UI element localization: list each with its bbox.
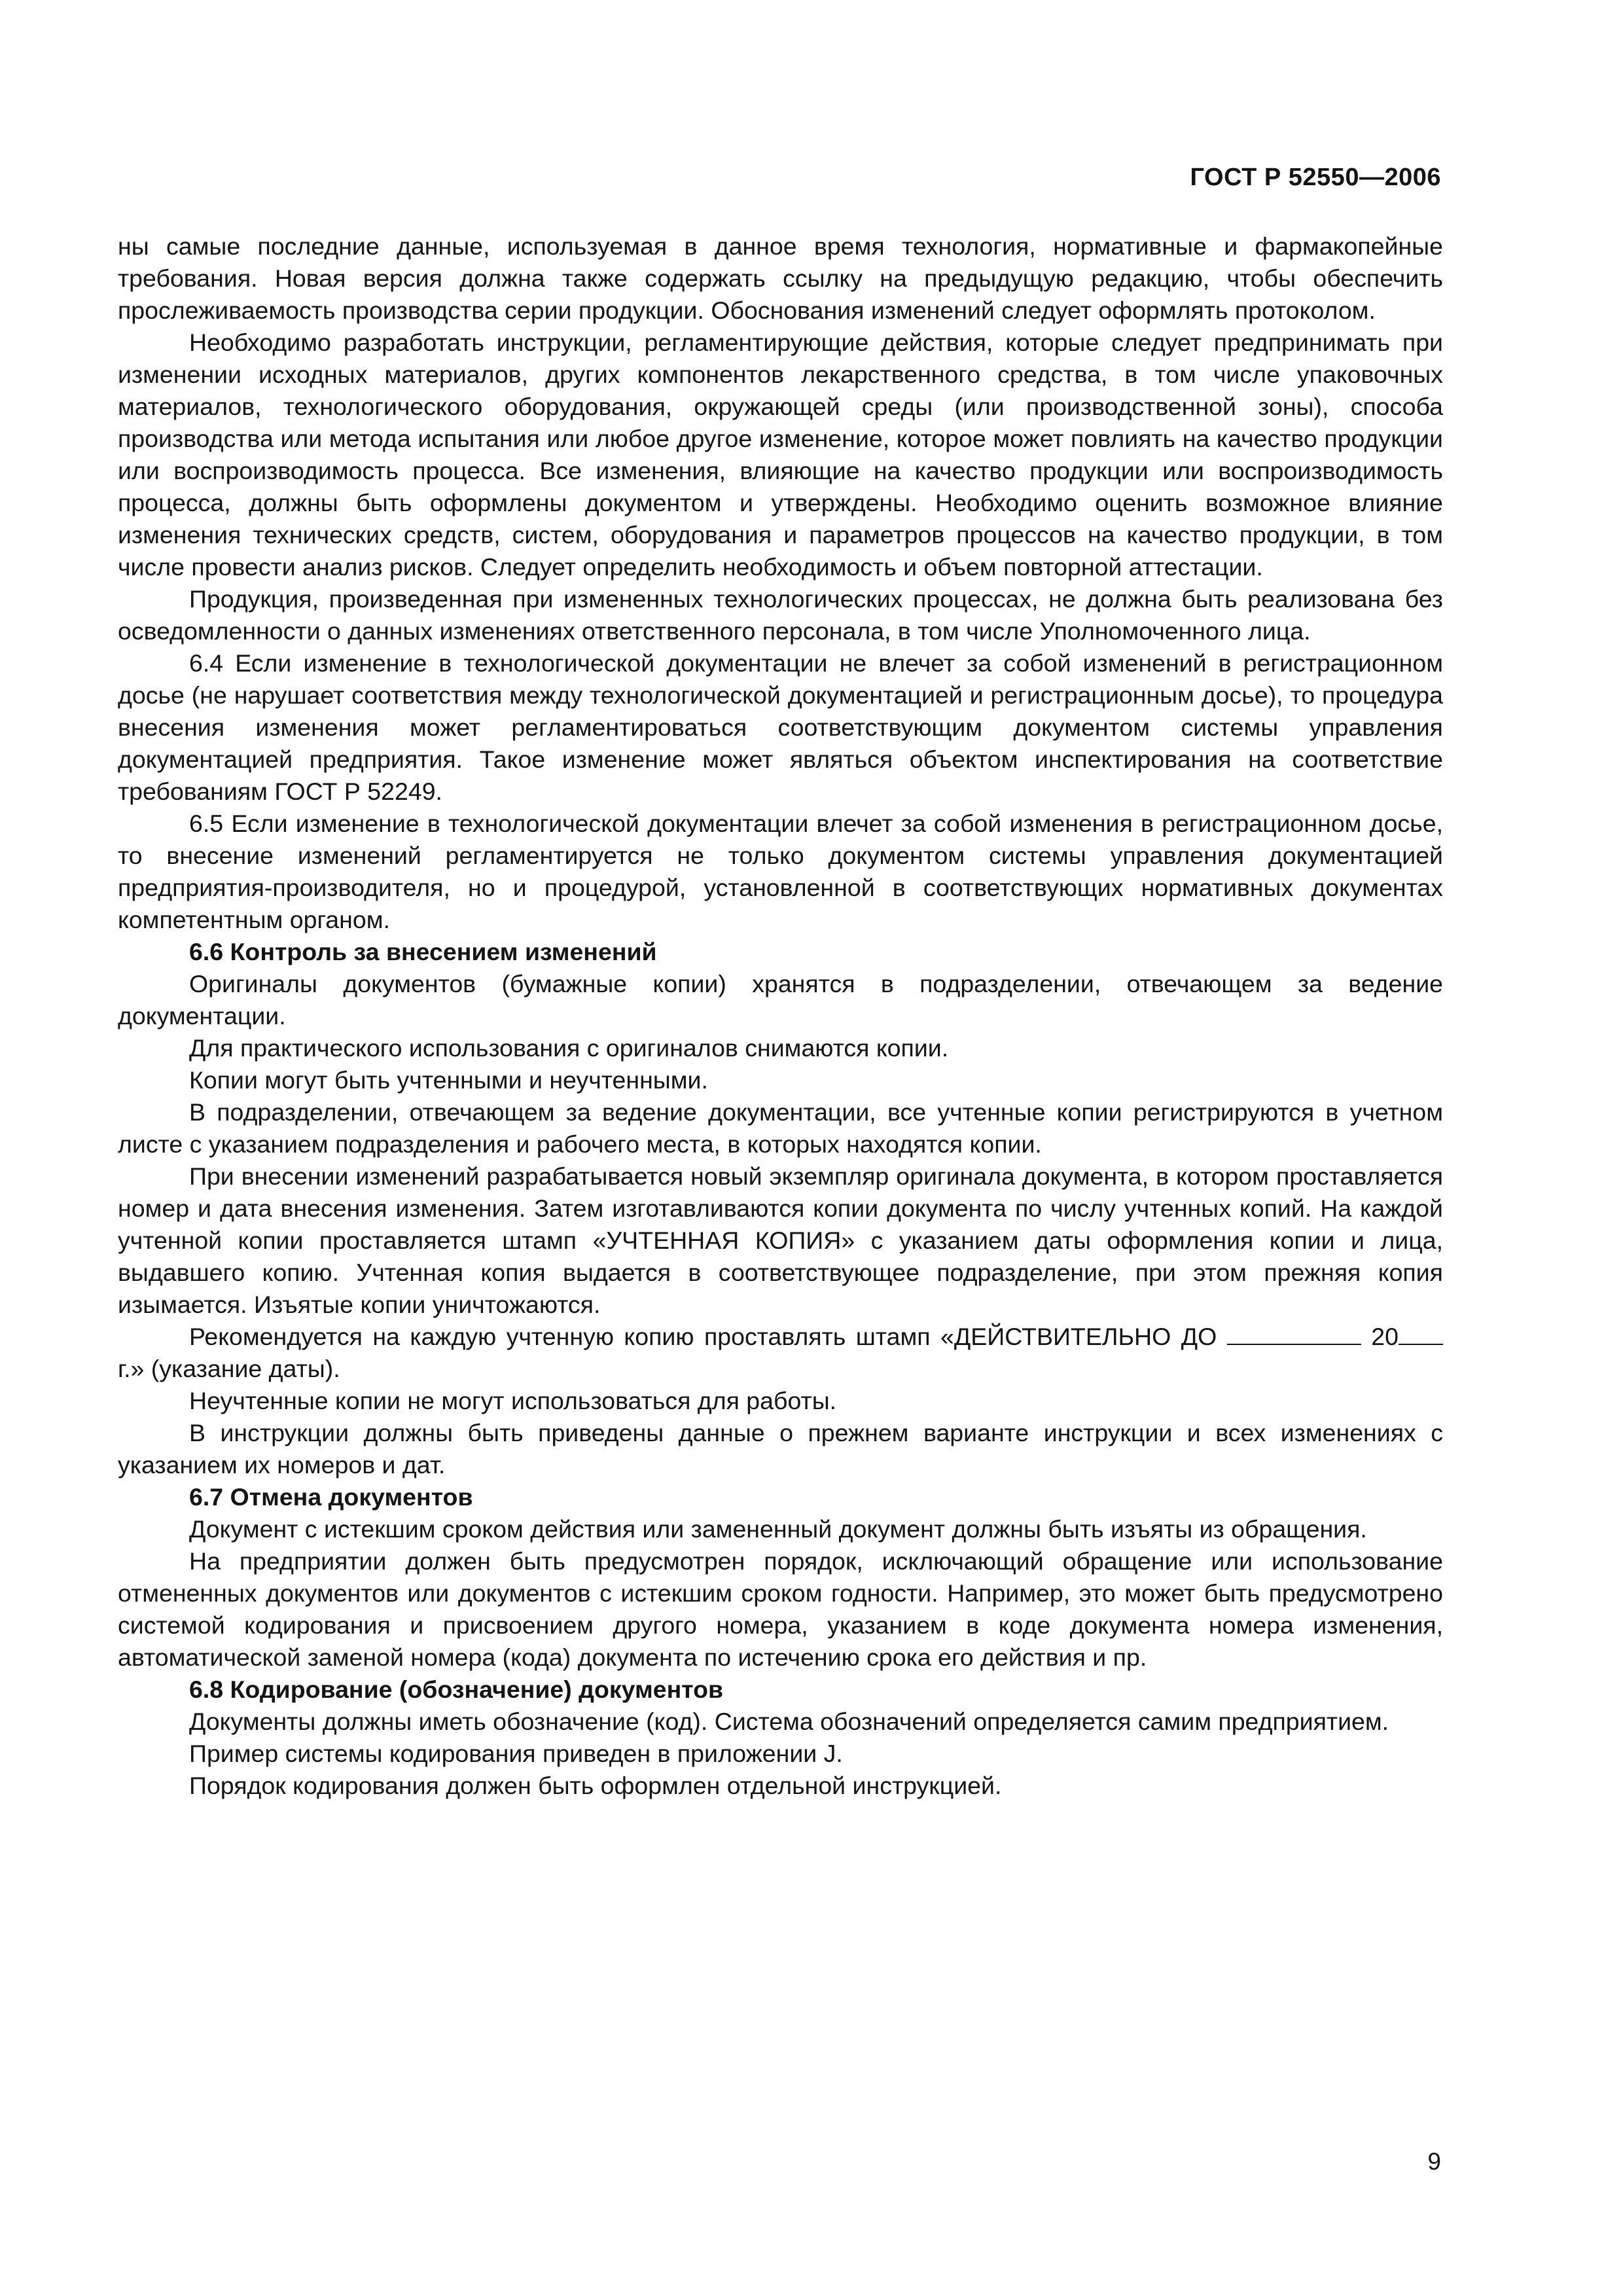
page-number: 9 bbox=[1427, 2148, 1441, 2175]
paragraph-valid-until-stamp bbox=[118, 1321, 1443, 1385]
paragraph-document-codes: Документы должны иметь обозначение (код). Система обозначений определяется самим предприятием. bbox=[189, 1708, 1389, 1735]
clause-6-5: 6.5 Если изменение в технологической документации влечет за собой изменения в регистрационном досье, то внесение изменений регламентируется не только документом системы управления документацией предприятия-производителя, но и процедурой, установленной в соответствующих нормативных документах компетентным органом. bbox=[118, 810, 1443, 933]
section-heading-6-6: 6.6 Контроль за внесением изменений bbox=[189, 938, 657, 965]
paragraph-uncontrolled-copies: Неучтенные копии не могут использоваться для работы. bbox=[189, 1387, 837, 1414]
document-body bbox=[118, 230, 1443, 1802]
section-heading-6-8: 6.8 Кодирование (обозначение) документов bbox=[189, 1676, 724, 1703]
paragraph-copies-made: Для практического использования с оригиналов снимаются копии. bbox=[189, 1034, 949, 1062]
section-heading-6-7: 6.7 Отмена документов bbox=[189, 1483, 473, 1511]
paragraph-change-instructions: Необходимо разработать инструкции, регламентирующие действия, которые следует предпринимать при изменении исходных материалов, других компонентов лекарственного средства, в том числе упаковочных материалов, технологического оборудования, окружающей среды (или производственной зоны), способа производства или метода испытания или любое другое изменение, которое может повлиять на качество продукции или воспроизводимость процесса. Все изменения, влияющие на качество продукции или воспроизводимость процесса, должны быть оформлены документом и утверждены. Необходимо оценить возможное влияние изменения технических средств, систем, оборудования и параметров процессов на качество продукции, в том числе провести анализ рисков. Следует определить необходимость и объем повторной аттестации. bbox=[118, 329, 1443, 581]
paragraph-coding-instruction: Порядок кодирования должен быть оформлен отдельной инструкцией. bbox=[189, 1772, 1002, 1799]
blank-year-line bbox=[1399, 1324, 1443, 1345]
stamp-text: Рекомендуется на каждую учтенную копию проставлять штамп «ДЕЙСТВИТЕЛЬНО ДО bbox=[189, 1323, 1217, 1350]
paragraph-copies-registration: В подразделении, отвечающем за ведение документации, все учтенные копии регистрируются в учетном листе с указанием подразделения и рабочего места, в которых находятся копии. bbox=[118, 1098, 1443, 1158]
document-code-header: ГОСТ Р 52550—2006 bbox=[1190, 164, 1441, 191]
paragraph-instruction-history: В инструкции должны быть приведены данные о прежнем варианте инструкции и всех изменениях с указанием их номеров и дат. bbox=[118, 1419, 1443, 1479]
paragraph-products-release: Продукция, произведенная при измененных технологических процессах, не должна быть реализована без осведомленности о данных изменениях ответственного персонала, в том числе Уполномоченного лица. bbox=[118, 585, 1443, 645]
clause-6-4: 6.4 Если изменение в технологической документации не влечет за собой изменений в регистрационном досье (не нарушает соответствия между технологической документацией и регистрационным досье), то процедура внесения изменения может регламентироваться соответствующим документом системы управления документацией предприятия. Такое изменение может являться объектом инспектирования на соответствие требованиям ГОСТ Р 52249. bbox=[118, 649, 1443, 805]
paragraph-expired-documents: Документ с истекшим сроком действия или замененный документ должны быть изъяты из обращения. bbox=[189, 1515, 1367, 1543]
paragraph-continuation: ны самые последние данные, используемая в данное время технология, нормативные и фармакопейные требования. Новая версия должна также содержать ссылку на предыдущую редакцию, чтобы обеспечить прослеживаемость производства серии продукции. Обоснования изменений следует оформлять протоколом. bbox=[118, 232, 1443, 324]
paragraph-coding-example: Пример системы кодирования приведен в приложении J. bbox=[189, 1740, 843, 1767]
blank-date-line bbox=[1227, 1324, 1361, 1345]
year-prefix: 20 bbox=[1371, 1323, 1399, 1350]
paragraph-originals: Оригиналы документов (бумажные копии) хранятся в подразделении, отвечающем за ведение документации. bbox=[118, 970, 1443, 1030]
date-note: г.» (указание даты). bbox=[118, 1355, 340, 1382]
paragraph-new-original: При внесении изменений разрабатывается новый экземпляр оригинала документа, в котором проставляется номер и дата внесения изменения. Затем изготавливаются копии документа по числу учтенных копий. На каждой учтенной копии проставляется штамп «УЧТЕННАЯ КОПИЯ» с указанием даты оформления копии и лица, выдавшего копию. Учтенная копия выдается в соответствующее подразделение, при этом прежняя копия изымается. Изъятые копии уничтожаются. bbox=[118, 1162, 1443, 1318]
paragraph-cancellation-procedure: На предприятии должен быть предусмотрен порядок, исключающий обращение или использование отмененных документов или документов с истекшим сроком годности. Например, это может быть предусмотрено системой кодирования и присвоением другого номера, указанием в коде документа номера изменения, автоматической заменой номера (кода) документа по истечению срока его действия и пр. bbox=[118, 1547, 1443, 1671]
paragraph-copies-types: Копии могут быть учтенными и неучтенными. bbox=[189, 1066, 708, 1094]
